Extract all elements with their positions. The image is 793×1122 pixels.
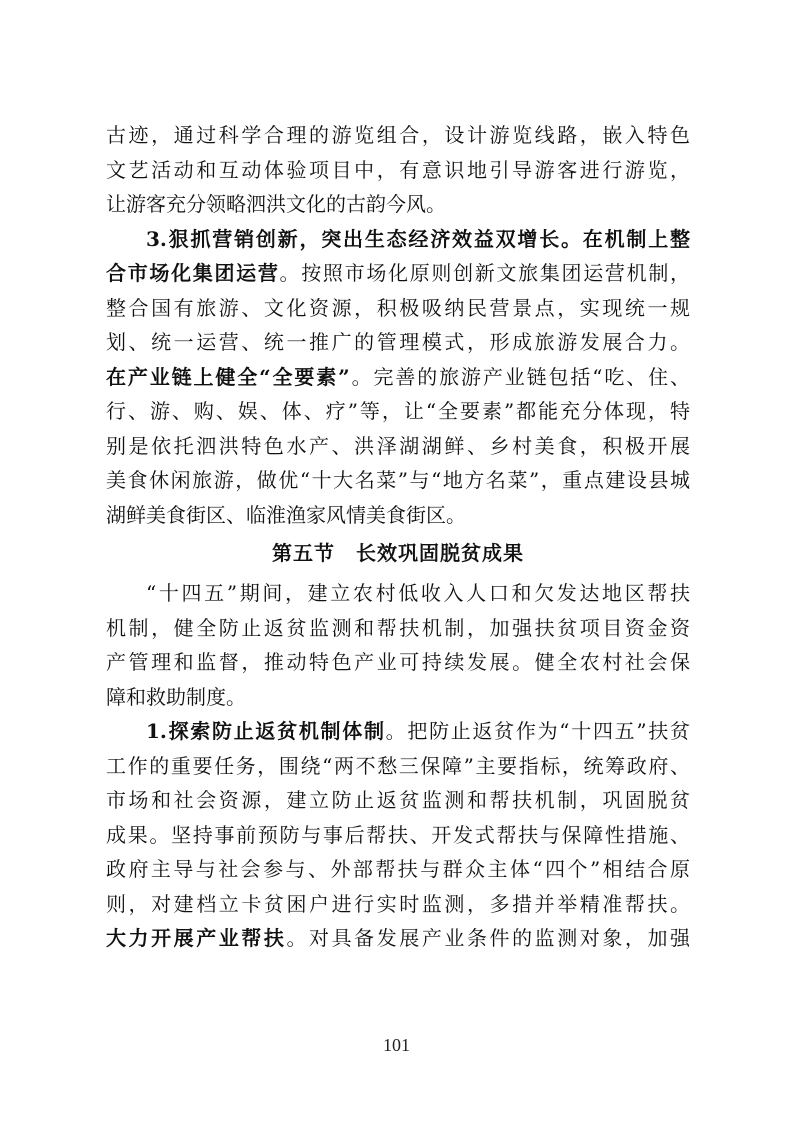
- text-line: 让游客充分领略泗洪文化的古韵今风。: [106, 192, 446, 216]
- bold-run: 合市场化集团运营: [106, 261, 280, 285]
- text-line: 划、统一运营、统一推广的管理模式，形成旅游发展合力。: [106, 330, 690, 354]
- paragraph: [106, 714, 690, 956]
- text-line: “十四五”期间，建立农村低收入人口和欠发达地区帮扶: [146, 581, 690, 605]
- paragraph: [106, 222, 690, 533]
- text-line: 市场和社会资源，建立防止返贫监测和帮扶机制，巩固脱贫: [106, 788, 690, 812]
- text-line: [106, 222, 690, 257]
- text-line: 产管理和监督，推动特色产业可持续发展。健全农村社会保: [106, 650, 690, 674]
- bold-run: 在产业链上健全“全要素”: [106, 364, 350, 389]
- text-line: 行、游、购、娱、体、疗”等，让“全要素”都能充分体现，特: [106, 399, 690, 423]
- text-line: 合市场化集团运营。按照市场化原则创新文旅集团运营机制，: [106, 261, 690, 285]
- text-line: 古迹，通过科学合理的游览组合，设计游览线路，嵌入特色: [106, 123, 690, 147]
- text-line: 政府主导与社会参与、外部帮扶与群众主体“四个”相结合原: [106, 857, 690, 881]
- text-line: 障和救助制度。: [106, 684, 246, 709]
- section-heading: 第五节 长效巩固脱贫成果: [272, 541, 524, 565]
- text-line: 在产业链上健全“全要素”。完善的旅游产业链包括“吃、住、: [106, 364, 690, 389]
- text-line: 文艺活动和互动体验项目中，有意识地引导游客进行游览，: [106, 157, 690, 182]
- text-line: 大力开展产业帮扶。对具备发展产业条件的监测对象，加强: [106, 926, 690, 950]
- text-line: 机制，健全防止返贫监测和帮扶机制，加强扶贫项目资金资: [106, 615, 690, 640]
- text-line: 整合国有旅游、文化资源，积极吸纳民营景点，实现统一规: [106, 295, 690, 320]
- bold-run: 3.狠抓营销创新，突出生态经济效益双增长。在机制上整: [146, 226, 690, 251]
- text-line: 别是依托泗洪特色水产、洪泽湖湖鲜、乡村美食，积极开展: [106, 433, 690, 458]
- page-number: 101: [383, 1035, 410, 1055]
- paragraph: [106, 118, 690, 222]
- text-line: 湖鲜美食街区、临淮渔家风情美食街区。: [106, 502, 466, 527]
- text-line: 美食休闲旅游，做优“十大名菜”与“地方名菜”，重点建设县城: [106, 468, 690, 492]
- text-line: 成果。坚持事前预防与事后帮扶、开发式帮扶与保障性措施、: [106, 822, 690, 847]
- page-body: [106, 118, 690, 956]
- paragraph: [106, 576, 690, 714]
- bold-run: 1.探索防止返贫机制体制: [146, 719, 386, 743]
- bold-run: 大力开展产业帮扶: [106, 926, 287, 950]
- text-line: 工作的重要任务，围绕“两不愁三保障”主要指标，统筹政府、: [106, 753, 690, 778]
- text-line: 则，对建档立卡贫困户进行实时监测，多措并举精准帮扶。: [106, 891, 690, 916]
- text-line: 1.探索防止返贫机制体制。把防止返贫作为“十四五”扶贫: [146, 719, 690, 743]
